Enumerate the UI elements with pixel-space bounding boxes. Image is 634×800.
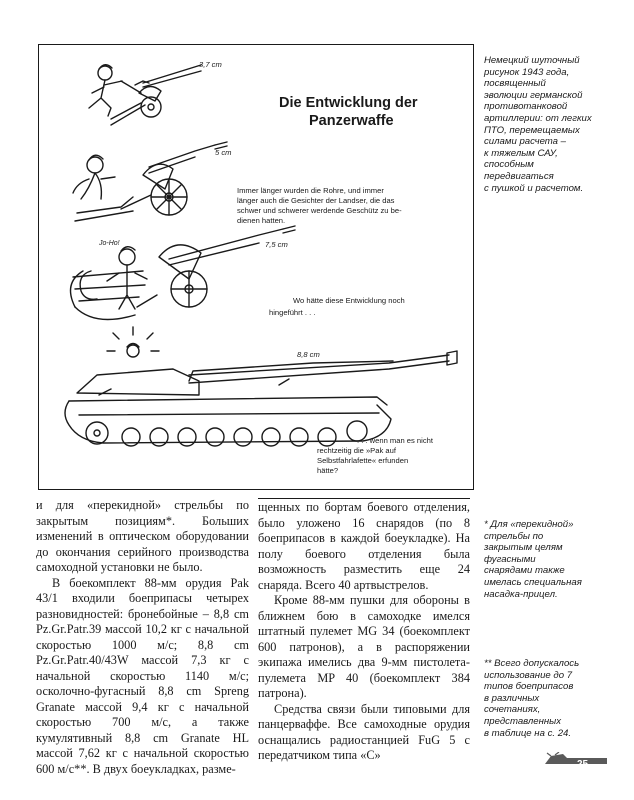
caption-a-line4: dienen hatten. (237, 216, 286, 225)
paragraph: Средства связи были типовыми для панцерваффе. Все самоходные орудия оснащались радиостанцией FuG 5 с передатчиком типа «С» (258, 701, 470, 762)
exclaim-text: Jo-Ho! (99, 240, 120, 247)
column-top-rule (258, 498, 470, 499)
page-number: 25 (577, 759, 589, 770)
gun-label-75: 7,5 cm (265, 240, 288, 249)
paragraph: Кроме 88-мм пушки для обороны в ближнем бою в самоходке имелся штатный пулемет MG 34 (боекомплект 600 патронов), а в распоряжении экипажа имелись два 9-мм пистолета-пулемета MP 40 (боекомплект 384 патрона). (258, 593, 470, 700)
caption-a-line3: schwer und schwerer werdende Geschütz zu be- (237, 206, 402, 215)
caption-a-line2: länger auch die Gesichter der Landser, die das (237, 196, 395, 205)
page-footer-graphic (545, 752, 607, 764)
gun-37-drawing (89, 65, 201, 125)
caption-c-line2: rechtzeitig die »Pak auf (317, 446, 396, 455)
paragraph: В боекомплект 88-мм орудия Pak 43/1 входили боеприпасы четырех разновидностей: бронебойные – 8,8 cm Pz.Gr.Patr.39 массой 10,2 кг с начальной скоростью 1000 м/с; 8,8 cm Pz.Gr.Patr.40/43W массой 7,3 кг с начальной скоростью 1140 м/с; осколочно-фугасный 8,8 cm Spreng Granate массой 9,4 кг с начальной скоростью 700 м/с, а также кумулятивный 8,8 cm Granate HL массой 7,62 кг с начальной скоростью 600 м/с**. В двух боеукладках, разме- (36, 575, 249, 776)
cartoon-drawing (39, 45, 473, 489)
gun-label-88: 8,8 cm (297, 350, 320, 359)
nashorn-drawing (65, 327, 457, 446)
text-column-right (258, 498, 470, 764)
gun-label-50: 5 cm (215, 148, 232, 157)
paragraph: и для «перекидной» стрельбы по закрытым позициям*. Больших изменений в оптическом оборудовании до окончания серийного производства самоходной установки не было. (36, 498, 249, 574)
caption-c-line4: hätte? (317, 466, 339, 475)
gun-label-37: 3,7 cm (199, 60, 222, 69)
paragraph: щенных по бортам боевого отделения, было уложено 16 снарядов (по 8 боеприпасов в каждой боеукладке). На полу боевого отделения была возможность разместить еще 24 снаряда. Всего 40 артвыстрелов. (258, 500, 470, 592)
cartoon-illustration (38, 44, 474, 490)
caption-a-line1: Immer länger wurden die Rohre, und immer (237, 186, 384, 195)
caption-c-line1: . . . wenn man es nicht (357, 436, 433, 445)
image-caption: Немецкий шуточный рисунок 1943 года, посвященный эволюции германской противотанковой артиллерии: от легких ПТО, перемещаемых силами расчета – к тяжелым САУ, способным передвигаться с пушкой и расчетом. (484, 55, 592, 194)
caption-b-line2: hingeführt . . . (269, 308, 316, 317)
caption-b-line1: Wo hätte diese Entwicklung noch (293, 296, 405, 305)
footnote-2: ** Всего допускалось использование до 7 типов боеприпасов в различных сочетаниях, представленных в таблице на с. 24. (484, 658, 580, 739)
cartoon-title-line1: Die Entwicklung der (279, 95, 418, 111)
text-column-left (36, 498, 249, 777)
caption-c-line3: Selbstfahrlafette« erfunden (317, 456, 409, 465)
gun-50-drawing (73, 142, 227, 221)
footnote-1: * Для «перекидной» стрельбы по закрытым целям фугасными снарядами также имелась специальная насадка-прицел. (484, 519, 582, 600)
cartoon-title-line2: Panzerwaffe (309, 113, 394, 129)
